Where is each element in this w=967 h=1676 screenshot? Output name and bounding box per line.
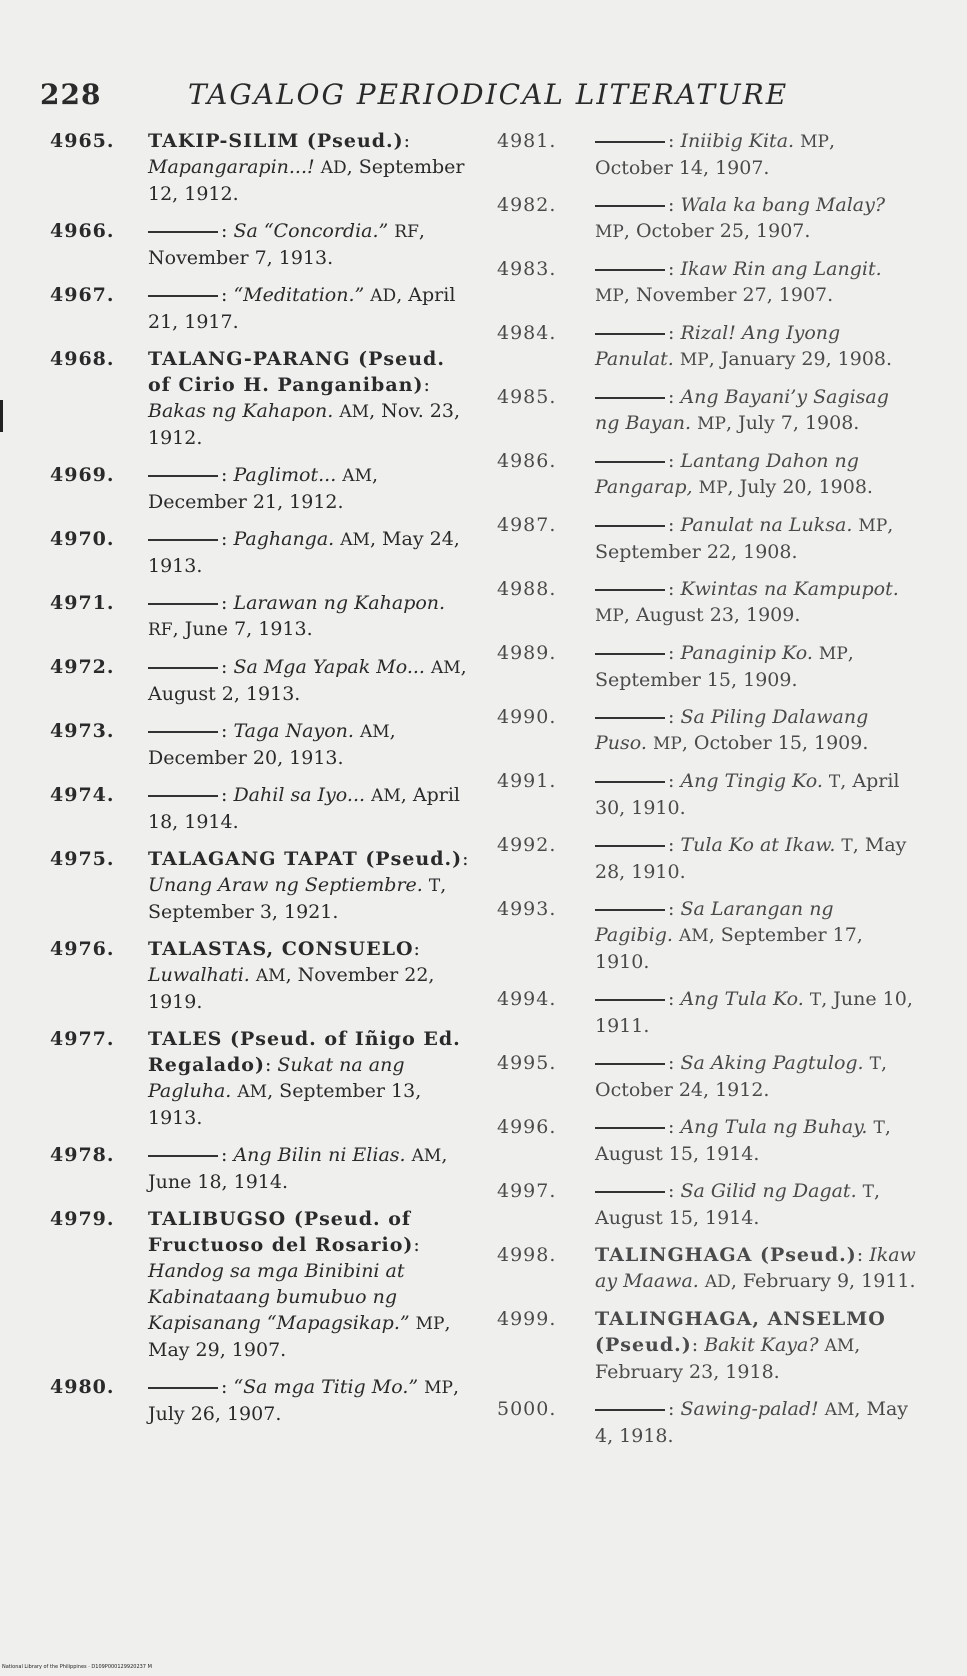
bibliography-entry: 4975. TALAGANG TAPAT (Pseud.): Unang Araw ng Septiembre. T, September 3, 1921. [50, 848, 469, 923]
entry-date: June 7, 1913. [184, 618, 313, 640]
entry-title: Sa Mga Yapak Mo... [233, 656, 425, 678]
entry-publication: AD [320, 158, 347, 178]
entry-publication: T [428, 876, 441, 896]
entry-publication: MP [424, 1378, 453, 1398]
bibliography-entry: 4969. : Paglimot... AM, December 21, 1912. [50, 464, 379, 513]
entry-publication: MP [698, 478, 728, 498]
bibliography-entry: 4977. TALES (Pseud. of Iñigo Ed. Regalado): Sukat na ang Pagluha. AM, September 13, 1913. [50, 1028, 461, 1129]
bibliography-entry: 4986. : Lantang Dahon ng Pangarap, MP, July 20, 1908. [497, 450, 873, 498]
entry-publication: MP [858, 516, 888, 536]
entry-number: 4978. [50, 1144, 115, 1166]
entry-title: Ang Bayani’y Sagisag ng Bayan. [595, 386, 889, 434]
bibliography-entry: 4984. : Rizal! Ang Iyong Panulat. MP, January 29, 1908. [497, 322, 893, 370]
entry-title: “Sa mga Titig Mo.” [233, 1376, 419, 1398]
bibliography-entry: 4983. : Ikaw Rin ang Langit. MP, November 27, 1907. [497, 258, 882, 306]
entry-author: TALINGHAGA, ANSELMO (Pseud.) [595, 1308, 886, 1356]
bibliography-entry: 4973. : Taga Nayon. AM, December 20, 1913. [50, 720, 396, 769]
entry-title: Handog sa mga Binibini at Kabinataang bumubuo ng Kapisanang “Mapagsikap.” [148, 1260, 410, 1334]
ditto-dash [595, 1063, 665, 1065]
entry-publication: AM [679, 926, 709, 946]
ditto-dash [148, 1387, 218, 1389]
entry-number: 4997. [497, 1180, 557, 1202]
entry-publication: AM [824, 1400, 855, 1420]
bibliography-entry: 4993. : Sa Larangan ng Pagibig. AM, September 17, 1910. [497, 898, 863, 973]
entry-author: TALAGANG TAPAT (Pseud.) [148, 848, 463, 870]
entry-date: October 24, 1912. [595, 1079, 770, 1101]
entry-title: Ang Tingig Ko. [680, 770, 823, 792]
bibliography-entry: 5000. : Sawing-palad! AM, May 4, 1918. [497, 1398, 909, 1447]
left-column [50, 128, 470, 1438]
entry-title: Mapangarapin...! [148, 156, 315, 178]
bibliography-entry: 4991. : Ang Tingig Ko. T, April 30, 1910. [497, 770, 900, 819]
ditto-dash [148, 731, 218, 733]
ditto-dash [148, 295, 218, 297]
entry-date: December 21, 1912. [148, 491, 344, 513]
ditto-dash [148, 795, 218, 797]
entry-title: Iniibig Kita. [680, 130, 795, 152]
entry-publication: T [841, 836, 853, 856]
entry-number: 4981. [497, 130, 557, 152]
entry-date: August 15, 1914. [595, 1143, 760, 1165]
entry-number: 4980. [50, 1376, 115, 1398]
bibliography-entry: 4978. : Ang Bilin ni Elias. AM, June 18, 1914. [50, 1144, 448, 1193]
entry-publication: AD [370, 286, 397, 306]
entry-number: 4996. [497, 1116, 557, 1138]
entry-title: Rizal! Ang Iyong Panulat. [595, 322, 841, 370]
entry-publication: AM [237, 1082, 268, 1102]
entry-publication: AD [704, 1272, 731, 1292]
entry-publication: T [873, 1118, 885, 1138]
entry-title: Ang Bilin ni Elias. [233, 1144, 406, 1166]
entry-publication: MP [652, 734, 682, 754]
ditto-dash [595, 999, 665, 1001]
entry-number: 4977. [50, 1028, 115, 1050]
entry-date: September 15, 1909. [595, 669, 798, 691]
entry-number: 4969. [50, 464, 115, 486]
entry-date: July 26, 1907. [148, 1403, 282, 1425]
entry-number: 4973. [50, 720, 115, 742]
bibliography-entry: 4980. : “Sa mga Titig Mo.” MP, July 26, 1907. [50, 1376, 460, 1425]
entry-date: August 2, 1913. [148, 683, 301, 705]
entry-publication: AM [430, 658, 461, 678]
entry-number: 4965. [50, 130, 115, 152]
entry-publication: MP [595, 286, 624, 306]
entry-number: 4983. [497, 258, 557, 280]
entry-title: Dahil sa Iyo... [233, 784, 366, 806]
entry-number: 5000. [497, 1398, 557, 1420]
entry-title: Sa “Concordia.” [233, 220, 389, 242]
entry-number: 4993. [497, 898, 557, 920]
entry-date: April 18, 1914. [148, 784, 460, 833]
scan-edge-mark [0, 400, 3, 432]
ditto-dash [148, 1155, 218, 1157]
entry-publication: AM [339, 402, 370, 422]
entry-number: 4998. [497, 1244, 557, 1266]
bibliography-entry: 4979. TALIBUGSO (Pseud. of Fructuoso del Rosario): Handog sa mga Binibini at Kabinataang bumubuo ng Kapisanang “Mapagsikap.” MP, May 29, 1907. [50, 1208, 451, 1361]
entry-date: November 27, 1907. [635, 284, 834, 306]
ditto-dash [595, 141, 665, 143]
entry-date: September 12, 1912. [148, 156, 465, 205]
entry-title: Sa Piling Dalawang Puso. [595, 706, 869, 754]
entry-publication: T [828, 772, 841, 792]
bibliography-entry: 4965. TAKIP-SILIM (Pseud.): Mapangarapin...! AD, September 12, 1912. [50, 130, 465, 205]
entry-publication: AM [371, 786, 401, 806]
entry-title: Lantang Dahon ng Pangarap, [595, 450, 859, 498]
entry-number: 4979. [50, 1208, 115, 1230]
entry-date: October 14, 1907. [595, 157, 770, 179]
entry-number: 4968. [50, 348, 115, 370]
entry-number: 4988. [497, 578, 557, 600]
ditto-dash [595, 781, 665, 783]
entry-title: Sukat na ang Pagluha. [148, 1054, 405, 1102]
bibliography-entry: 4966. : Sa “Concordia.” RF, November 7, 1913. [50, 220, 425, 269]
bibliography-entry: 4970. : Paghanga. AM, May 24, 1913. [50, 528, 460, 577]
entry-number: 4966. [50, 220, 115, 242]
entry-title: Ikaw ay Maawa. [595, 1244, 916, 1292]
entry-date: September 22, 1908. [595, 541, 798, 563]
ditto-dash [148, 539, 218, 541]
entry-title: Ikaw Rin ang Langit. [680, 258, 882, 280]
entry-number: 4999. [497, 1308, 557, 1330]
entry-title: Sa Aking Pagtulog. [680, 1052, 864, 1074]
ditto-dash [595, 1409, 665, 1411]
entry-title: Paghanga. [233, 528, 335, 550]
ditto-dash [595, 333, 665, 335]
entry-publication: MP [595, 606, 624, 626]
entry-publication: T [809, 990, 822, 1010]
ditto-dash [148, 231, 218, 233]
entry-date: October 15, 1909. [693, 732, 869, 754]
bibliography-entry: 4967. : “Meditation.” AD, April 21, 1917. [50, 284, 456, 333]
entry-publication: RF [394, 222, 419, 242]
entry-publication: AM [411, 1146, 442, 1166]
bibliography-entry: 4996. : Ang Tula ng Buhay. T, August 15, 1914. [497, 1116, 891, 1165]
entry-number: 4992. [497, 834, 557, 856]
entry-publication: T [869, 1054, 881, 1074]
ditto-dash [148, 603, 218, 605]
scan-footer: National Library of the Philippines · D109P000129920237 M [2, 1664, 152, 1670]
entry-publication: AM [340, 530, 370, 550]
entry-author: TALES (Pseud. of Iñigo Ed. Regalado) [148, 1028, 461, 1076]
entry-number: 4985. [497, 386, 557, 408]
entry-date: May 28, 1910. [595, 834, 907, 883]
entry-title: Wala ka bang Malay? [680, 194, 886, 216]
entry-author: TALIBUGSO (Pseud. of Fructuoso del Rosario) [148, 1208, 414, 1256]
entry-publication: MP [818, 644, 848, 664]
entry-number: 4989. [497, 642, 557, 664]
entry-title: Tula Ko at Ikaw. [680, 834, 836, 856]
bibliography-entry: 4988. : Kwintas na Kampupot. MP, August 23, 1909. [497, 578, 899, 626]
entry-date: April 21, 1917. [148, 284, 456, 333]
ditto-dash [595, 1191, 665, 1193]
entry-title: Paglimot... [233, 464, 337, 486]
bibliography-entry: 4989. : Panaginip Ko. MP, September 15, 1909. [497, 642, 854, 691]
entry-date: May 4, 1918. [595, 1398, 909, 1447]
entry-date: August 15, 1914. [595, 1207, 760, 1229]
entry-date: December 20, 1913. [148, 747, 344, 769]
bibliography-entry: 4998. TALINGHAGA (Pseud.): Ikaw ay Maawa. AD, February 9, 1911. [497, 1244, 916, 1292]
ditto-dash [148, 667, 218, 669]
bibliography-entry: 4982. : Wala ka bang Malay? MP, October 25, 1907. [497, 194, 886, 242]
ditto-dash [595, 717, 665, 719]
entry-date: September 13, 1913. [148, 1080, 422, 1129]
right-column [497, 128, 917, 1460]
bibliography-entry: 4994. : Ang Tula Ko. T, June 10, 1911. [497, 988, 913, 1037]
bibliography-entry: 4992. : Tula Ko at Ikaw. T, May 28, 1910. [497, 834, 907, 883]
bibliography-entry: 4971. : Larawan ng Kahapon. RF, June 7, 1913. [50, 592, 446, 640]
bibliography-entry: 4985. : Ang Bayani’y Sagisag ng Bayan. MP, July 7, 1908. [497, 386, 889, 434]
ditto-dash [595, 653, 665, 655]
bibliography-entry: 4976. TALASTAS, CONSUELO: Luwalhati. AM, November 22, 1919. [50, 938, 435, 1013]
entry-number: 4974. [50, 784, 115, 806]
entry-author: TAKIP-SILIM (Pseud.) [148, 130, 404, 152]
entry-number: 4971. [50, 592, 115, 614]
entry-date: September 3, 1921. [148, 901, 339, 923]
bibliography-entry: 4987. : Panulat na Luksa. MP, September 22, 1908. [497, 514, 894, 563]
entry-number: 4972. [50, 656, 115, 678]
entry-number: 4991. [497, 770, 557, 792]
bibliography-entry: 4995. : Sa Aking Pagtulog. T, October 24, 1912. [497, 1052, 888, 1101]
entry-number: 4990. [497, 706, 557, 728]
entry-date: September 17, 1910. [595, 924, 863, 973]
ditto-dash [595, 397, 665, 399]
entry-number: 4970. [50, 528, 115, 550]
ditto-dash [148, 475, 218, 477]
entry-number: 4967. [50, 284, 115, 306]
entry-title: Ang Tula Ko. [680, 988, 804, 1010]
entry-title: Ang Tula ng Buhay. [680, 1116, 868, 1138]
entry-date: April 30, 1910. [595, 770, 900, 819]
entry-title: Sawing-palad! [680, 1398, 819, 1420]
entry-publication: T [862, 1182, 875, 1202]
entry-publication: AM [342, 466, 372, 486]
entry-number: 4986. [497, 450, 557, 472]
entry-publication: MP [800, 132, 829, 152]
entry-title: Bakas ng Kahapon. [148, 400, 334, 422]
entry-title: Bakit Kaya? [704, 1334, 819, 1356]
entry-author: TALANG-PARANG (Pseud. of Cirio H. Panganiban) [148, 348, 445, 396]
bibliography-entry: 4990. : Sa Piling Dalawang Puso. MP, October 15, 1909. [497, 706, 869, 754]
entry-date: November 7, 1913. [148, 247, 334, 269]
entry-publication: MP [415, 1314, 445, 1334]
entry-date: February 23, 1918. [595, 1361, 780, 1383]
entry-date: July 7, 1908. [738, 412, 860, 434]
ditto-dash [595, 909, 665, 911]
entry-date: January 29, 1908. [720, 348, 893, 370]
entry-date: February 9, 1911. [742, 1270, 916, 1292]
entry-publication: MP [679, 350, 709, 370]
entry-title: “Meditation.” [233, 284, 365, 306]
entry-publication: AM [255, 966, 286, 986]
ditto-dash [595, 589, 665, 591]
entry-title: Kwintas na Kampupot. [680, 578, 899, 600]
entry-date: November 22, 1919. [148, 964, 435, 1013]
entry-number: 4975. [50, 848, 115, 870]
ditto-dash [595, 269, 665, 271]
bibliography-entry: 4974. : Dahil sa Iyo... AM, April 18, 1914. [50, 784, 460, 833]
ditto-dash [595, 525, 665, 527]
entry-title: Luwalhati. [148, 964, 250, 986]
bibliography-entry: 4968. TALANG-PARANG (Pseud. of Cirio H. Panganiban): Bakas ng Kahapon. AM, Nov. 23, 1912. [50, 348, 460, 449]
entry-title: Panulat na Luksa. [680, 514, 853, 536]
entry-date: July 20, 1908. [739, 476, 873, 498]
entry-publication: AM [359, 722, 390, 742]
entry-author: TALINGHAGA (Pseud.) [595, 1244, 857, 1266]
entry-number: 4987. [497, 514, 557, 536]
entry-title: Taga Nayon. [233, 720, 354, 742]
page-header [40, 78, 940, 118]
entry-title: Panaginip Ko. [680, 642, 813, 664]
ditto-dash [595, 205, 665, 207]
entry-date: August 23, 1909. [635, 604, 801, 626]
entry-number: 4982. [497, 194, 557, 216]
entry-publication: MP [595, 222, 624, 242]
bibliography-entry: 4972. : Sa Mga Yapak Mo... AM, August 2, 1913. [50, 656, 467, 705]
entry-date: May 24, 1913. [148, 528, 460, 577]
entry-date: October 25, 1907. [635, 220, 811, 242]
entry-date: June 10, 1911. [595, 988, 913, 1037]
entry-date: Nov. 23, 1912. [148, 400, 460, 449]
ditto-dash [595, 1127, 665, 1129]
ditto-dash [595, 845, 665, 847]
bibliography-entry: 4981. : Iniibig Kita. MP, October 14, 1907. [497, 130, 836, 179]
running-title: TAGALOG PERIODICAL LITERATURE [188, 78, 789, 111]
entry-title: Larawan ng Kahapon. [233, 592, 446, 614]
entry-author: TALASTAS, CONSUELO [148, 938, 414, 960]
entry-number: 4994. [497, 988, 557, 1010]
bibliography-entry: 4997. : Sa Gilid ng Dagat. T, August 15, 1914. [497, 1180, 881, 1229]
entry-date: May 29, 1907. [148, 1339, 287, 1361]
entry-title: Sa Gilid ng Dagat. [680, 1180, 857, 1202]
entry-number: 4976. [50, 938, 115, 960]
entry-publication: AM [824, 1336, 855, 1356]
entry-title: Unang Araw ng Septiembre. [148, 874, 423, 896]
entry-publication: RF [148, 620, 173, 640]
ditto-dash [595, 461, 665, 463]
entry-number: 4995. [497, 1052, 557, 1074]
entry-date: June 18, 1914. [148, 1171, 289, 1193]
entry-number: 4984. [497, 322, 557, 344]
entry-publication: MP [697, 414, 726, 434]
page-number: 228 [40, 78, 102, 111]
bibliography-entry: 4999. TALINGHAGA, ANSELMO (Pseud.): Bakit Kaya? AM, February 23, 1918. [497, 1308, 886, 1383]
entry-title: Sa Larangan ng Pagibig. [595, 898, 834, 946]
